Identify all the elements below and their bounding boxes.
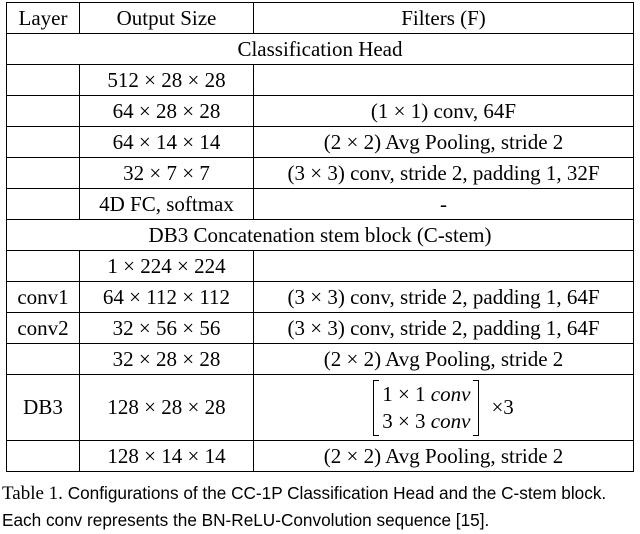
table-row xyxy=(7,282,634,313)
table-row xyxy=(7,313,634,344)
cell-layer xyxy=(7,65,80,96)
cell-output-size: 4D FC, softmax xyxy=(80,189,254,220)
matrix-row-2-op: conv xyxy=(430,408,471,433)
cell-filters: - xyxy=(254,189,634,220)
cell-layer xyxy=(7,127,80,158)
cell-filters-matrix xyxy=(254,375,634,441)
cell-output-size: 32 × 7 × 7 xyxy=(80,158,254,189)
cell-output-size: 32 × 56 × 56 xyxy=(80,313,254,344)
cell-layer xyxy=(7,189,80,220)
cell-layer: conv2 xyxy=(7,313,80,344)
cell-output-size: 64 × 14 × 14 xyxy=(80,127,254,158)
cell-output-size: 128 × 28 × 28 xyxy=(80,375,254,441)
cell-layer xyxy=(7,441,80,472)
table-row xyxy=(7,441,634,472)
cell-layer xyxy=(7,158,80,189)
cell-filters: (3 × 3) conv, stride 2, padding 1, 64F xyxy=(254,313,634,344)
matrix-row-1 xyxy=(382,381,471,406)
cell-output-size: 64 × 112 × 112 xyxy=(80,282,254,313)
matrix-row-2 xyxy=(382,408,471,433)
table-row xyxy=(7,127,634,158)
header-layer: Layer xyxy=(7,3,80,34)
cell-output-size: 128 × 14 × 14 xyxy=(80,441,254,472)
table-row xyxy=(7,65,634,96)
matrix-row-2-size: 3 × 3 xyxy=(382,408,426,433)
right-bracket xyxy=(473,380,479,436)
table-row xyxy=(7,189,634,220)
matrix-row-1-op: conv xyxy=(430,381,471,406)
matrix-expression xyxy=(373,380,514,436)
cell-output-size: 32 × 28 × 28 xyxy=(80,344,254,375)
cell-filters xyxy=(254,65,634,96)
cell-filters: (2 × 2) Avg Pooling, stride 2 xyxy=(254,441,634,472)
cell-output-size: 512 × 28 × 28 xyxy=(80,65,254,96)
cell-layer: DB3 xyxy=(7,375,80,441)
section-title-classification-head: Classification Head xyxy=(7,34,634,65)
configuration-table xyxy=(6,2,634,472)
cell-filters: (1 × 1) conv, 64F xyxy=(254,96,634,127)
header-output-size: Output Size xyxy=(80,3,254,34)
table-row-db3 xyxy=(7,375,634,441)
table-row xyxy=(7,96,634,127)
cell-layer xyxy=(7,251,80,282)
cell-filters: (2 × 2) Avg Pooling, stride 2 xyxy=(254,344,634,375)
table-header-row xyxy=(7,3,634,34)
matrix-rows xyxy=(382,381,471,433)
section-title-row xyxy=(7,220,634,251)
cell-layer xyxy=(7,96,80,127)
left-bracket xyxy=(373,380,379,436)
section-title-c-stem: DB3 Concatenation stem block (C-stem) xyxy=(7,220,634,251)
table-row xyxy=(7,158,634,189)
table-row xyxy=(7,251,634,282)
cell-layer xyxy=(7,344,80,375)
cell-output-size: 64 × 28 × 28 xyxy=(80,96,254,127)
cell-layer: conv1 xyxy=(7,282,80,313)
cell-filters xyxy=(254,251,634,282)
cell-filters: (3 × 3) conv, stride 2, padding 1, 32F xyxy=(254,158,634,189)
repeat-multiplier: ×3 xyxy=(491,395,514,419)
caption-label: Table 1. xyxy=(2,483,63,504)
table-row xyxy=(7,344,634,375)
cell-filters: (2 × 2) Avg Pooling, stride 2 xyxy=(254,127,634,158)
table-caption xyxy=(2,480,640,534)
caption-text: Configurations of the CC-1P Classification Head and the C-stem block. Each conv represents the BN-ReLU-Convolution sequence [15]. xyxy=(2,483,607,530)
cell-filters: (3 × 3) conv, stride 2, padding 1, 64F xyxy=(254,282,634,313)
cell-output-size: 1 × 224 × 224 xyxy=(80,251,254,282)
matrix-row-1-size: 1 × 1 xyxy=(382,381,426,406)
header-filters: Filters (F) xyxy=(254,3,634,34)
section-title-row xyxy=(7,34,634,65)
